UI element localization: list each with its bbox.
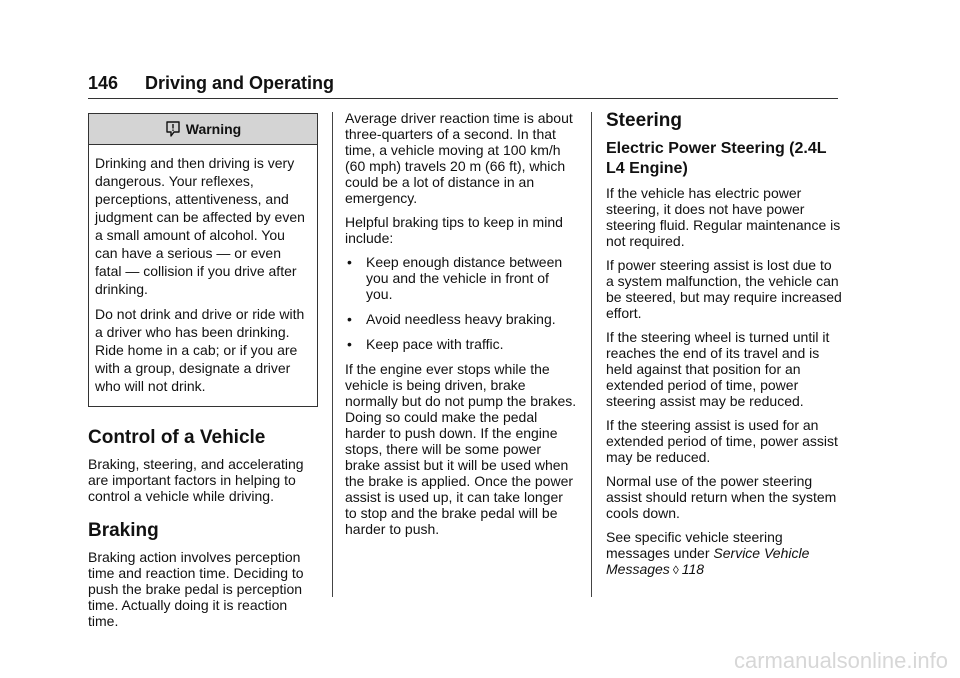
control-heading: Control of a Vehicle xyxy=(88,427,266,448)
page-ref-icon: ◊ xyxy=(672,563,679,577)
see-text: See specific vehicle steering messages under xyxy=(606,529,783,561)
column-left xyxy=(88,110,318,637)
warning-box xyxy=(88,113,318,407)
warning-header xyxy=(89,114,317,145)
list-item-text: Keep enough distance between you and the vehicle in front of you. xyxy=(366,254,563,302)
list-item xyxy=(345,254,577,302)
tips-intro: Helpful braking tips to keep in mind include: xyxy=(345,214,563,246)
steering-paragraph: If the steering assist is used for an extended period of time, power assist may be reduced. xyxy=(606,417,838,465)
column-divider xyxy=(591,112,592,597)
steering-subheading: Electric Power Steering (2.4L L4 Engine) xyxy=(606,140,827,177)
steering-heading: Steering xyxy=(606,110,683,131)
warning-paragraph: Drinking and then driving is very dangerous. Your reflexes, perceptions, attentiveness, and judgment can be affected by even a small amount of alcohol. You can have a serious — or even fatal — collision if you drive after drinking. xyxy=(95,155,305,297)
section-title: Driving and Operating xyxy=(145,73,335,93)
list-item-text: Keep pace with traffic. xyxy=(366,336,504,352)
warning-title: Warning xyxy=(185,121,242,137)
control-body: Braking, steering, and accelerating are important factors in helping to control a vehicle while driving. xyxy=(88,456,304,504)
steering-paragraph: Normal use of the power steering assist should return when the system cools down. xyxy=(606,473,837,521)
warning-icon xyxy=(165,121,181,137)
page-header xyxy=(88,70,838,100)
warning-paragraph: Do not drink and drive or ride with a driver who has been drinking. Ride home in a cab; or if you are with a group, designate a driver who will not drink. xyxy=(95,306,305,394)
list-item xyxy=(345,311,577,327)
braking-tips-list xyxy=(345,254,577,352)
bullet: • xyxy=(347,254,352,270)
see-reference xyxy=(606,529,842,578)
reaction-paragraph: Average driver reaction time is about three-quarters of a second. In that time, a vehicle moving at 100 km/h (60 mph) travels 20 m (66 ft), which could be a lot of distance in an emergency. xyxy=(345,110,573,206)
warning-body xyxy=(89,145,317,406)
header-rule xyxy=(88,98,838,99)
steering-paragraph: If the vehicle has electric power steering, it does not have power steering fluid. Regular maintenance is not required. xyxy=(606,185,841,249)
service-messages-link[interactable]: Service Vehicle Messages xyxy=(606,545,810,577)
bullet: • xyxy=(347,311,352,327)
column-divider xyxy=(332,112,333,597)
column-right xyxy=(606,110,842,586)
steering-paragraph: If power steering assist is lost due to a system malfunction, the vehicle can be steered, but may require increased effort. xyxy=(606,257,842,321)
page-number: 146 xyxy=(88,73,119,93)
page-ref-number[interactable]: 118 xyxy=(681,561,705,577)
braking-body: Braking action involves perception time and reaction time. Deciding to push the brake pedal is perception time. Actually doing it is reaction time. xyxy=(88,549,304,629)
column-middle xyxy=(345,110,577,545)
bullet: • xyxy=(347,336,352,352)
list-item-text: Avoid needless heavy braking. xyxy=(366,311,556,327)
steering-paragraph: If the steering wheel is turned until it reaches the end of its travel and is held against that position for an extended period of time, power steering assist may be reduced. xyxy=(606,329,830,409)
list-item xyxy=(345,336,577,352)
braking-heading: Braking xyxy=(88,520,159,541)
watermark: carmanualsonline.info xyxy=(733,648,948,673)
engine-stop-paragraph: If the engine ever stops while the vehicle is being driven, brake normally but do not pump the brakes. Doing so could make the pedal harder to push down. If the engine stops, there will be some power brake assist but it will be used when the brake is applied. Once the power assist is used up, it can take longer to stop and the brake pedal will be harder to push. xyxy=(345,361,577,537)
